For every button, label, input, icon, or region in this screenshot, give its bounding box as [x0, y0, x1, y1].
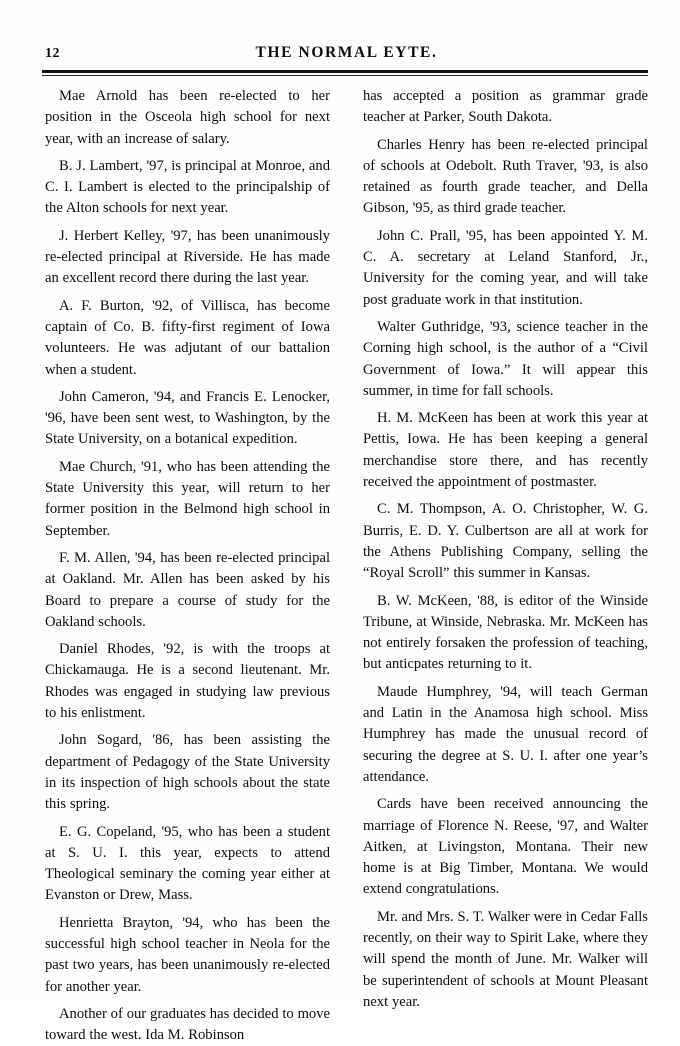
- running-head: [45, 44, 648, 68]
- body-columns: [45, 86, 648, 1044]
- header-divider: [42, 70, 648, 76]
- publication-title: THE NORMAL EYTE.: [255, 44, 438, 61]
- news-paragraph: has accepted a position as grammar grade teacher at Parker, South Dakota.: [363, 88, 648, 126]
- news-paragraph: Maude Humphrey, '94, will teach German and Latin in the Anamosa high school. Miss Humphrey has made the unusual record of securing the degree at S. U. I. after one year’s attendance.: [363, 683, 648, 785]
- news-paragraph: B. W. McKeen, '88, is editor of the Winside Tribune, at Winside, Nebraska. Mr. McKeen has not entirely forsaken the profession of teaching, but anticpates returning to it.: [363, 592, 648, 673]
- news-paragraph: Daniel Rhodes, '92, is with the troops at Chickamauga. He is a second lieutenant. Mr. Rhodes was engaged in studying law previous to his enlistment.: [45, 641, 330, 722]
- news-paragraph: Charles Henry has been re-elected principal of schools at Odebolt. Ruth Traver, '93, is also retained as fourth grade teacher, and Della Gibson, '95, as third grade teacher.: [363, 136, 648, 217]
- news-paragraph: John Sogard, '86, has been assisting the department of Pedagogy of the State University in its inspection of high schools about the state this spring.: [45, 732, 330, 813]
- news-paragraph: C. M. Thompson, A. O. Christopher, W. G. Burris, E. D. Y. Culbertson are all at work for the Athens Publishing Company, selling the “Royal Scroll” this summer in Kansas.: [363, 501, 648, 582]
- news-paragraph: Mr. and Mrs. S. T. Walker were in Cedar Falls recently, on their way to Spirit Lake, where they will spend the month of June. Mr. Walker will be superintendent of schools at Mount Pleasant next year.: [363, 908, 648, 1010]
- news-paragraph: Walter Guthridge, '93, science teacher in the Corning high school, is the author of a “Civil Government of Iowa.” It will appear this summer, in time for fall schools.: [363, 318, 648, 399]
- divider-rule-thick: [42, 70, 648, 73]
- news-paragraph: Another of our graduates has decided to move toward the west. Ida M. Robinson: [45, 1005, 330, 1044]
- news-paragraph: John C. Prall, '95, has been appointed Y. M. C. A. secretary at Leland Stanford, Jr., University for the coming year, and will take post graduate work in that institution.: [363, 227, 648, 308]
- news-paragraph: Mae Arnold has been re-elected to her position in the Osceola high school for next year, with an increase of salary.: [45, 88, 330, 147]
- news-paragraph: F. M. Allen, '94, has been re-elected principal at Oakland. Mr. Allen has been asked by his Board to prepare a course of study for the Oakland schools.: [45, 549, 330, 630]
- news-paragraph: Cards have been received announcing the marriage of Florence N. Reese, '97, and Walter Aitken, at Livingston, Montana. Their new home is at Big Timber, Montana. We would extend congratulations.: [363, 796, 648, 898]
- news-paragraph: E. G. Copeland, '95, who has been a student at S. U. I. this year, expects to attend Theological seminary the coming year either at Evanston or Drew, Mass.: [45, 823, 330, 904]
- news-paragraph: H. M. McKeen has been at work this year at Pettis, Iowa. He has been keeping a general merchandise store there, and has recently received the appointment of postmaster.: [363, 410, 648, 491]
- news-paragraph: B. J. Lambert, '97, is principal at Monroe, and C. I. Lambert is elected to the principalship of the Alton schools for next year.: [45, 157, 330, 217]
- news-paragraph: Henrietta Brayton, '94, who has been the successful high school teacher in Neola for the past two years, has been unanimously re-elected for another year.: [45, 914, 330, 995]
- page-number: 12: [45, 46, 60, 61]
- left-column: [45, 86, 330, 1044]
- news-paragraph: A. F. Burton, '92, of Villisca, has become captain of Co. B. fifty-first regiment of Iowa volunteers. He was adjutant of our battalion when a student.: [45, 297, 330, 378]
- news-paragraph: J. Herbert Kelley, '97, has been unanimously re-elected principal at Riverside. He has made an excellent record there during the last year.: [45, 227, 330, 287]
- divider-rule-thin: [42, 75, 648, 76]
- news-paragraph: Mae Church, '91, who has been attending the State University this year, will return to her former position in the Belmond high school in September.: [45, 458, 330, 539]
- right-column: [363, 86, 648, 1010]
- news-paragraph: John Cameron, '94, and Francis E. Lenocker, '96, have been sent west, to Washington, by the State University, on a botanical expedition.: [45, 388, 330, 448]
